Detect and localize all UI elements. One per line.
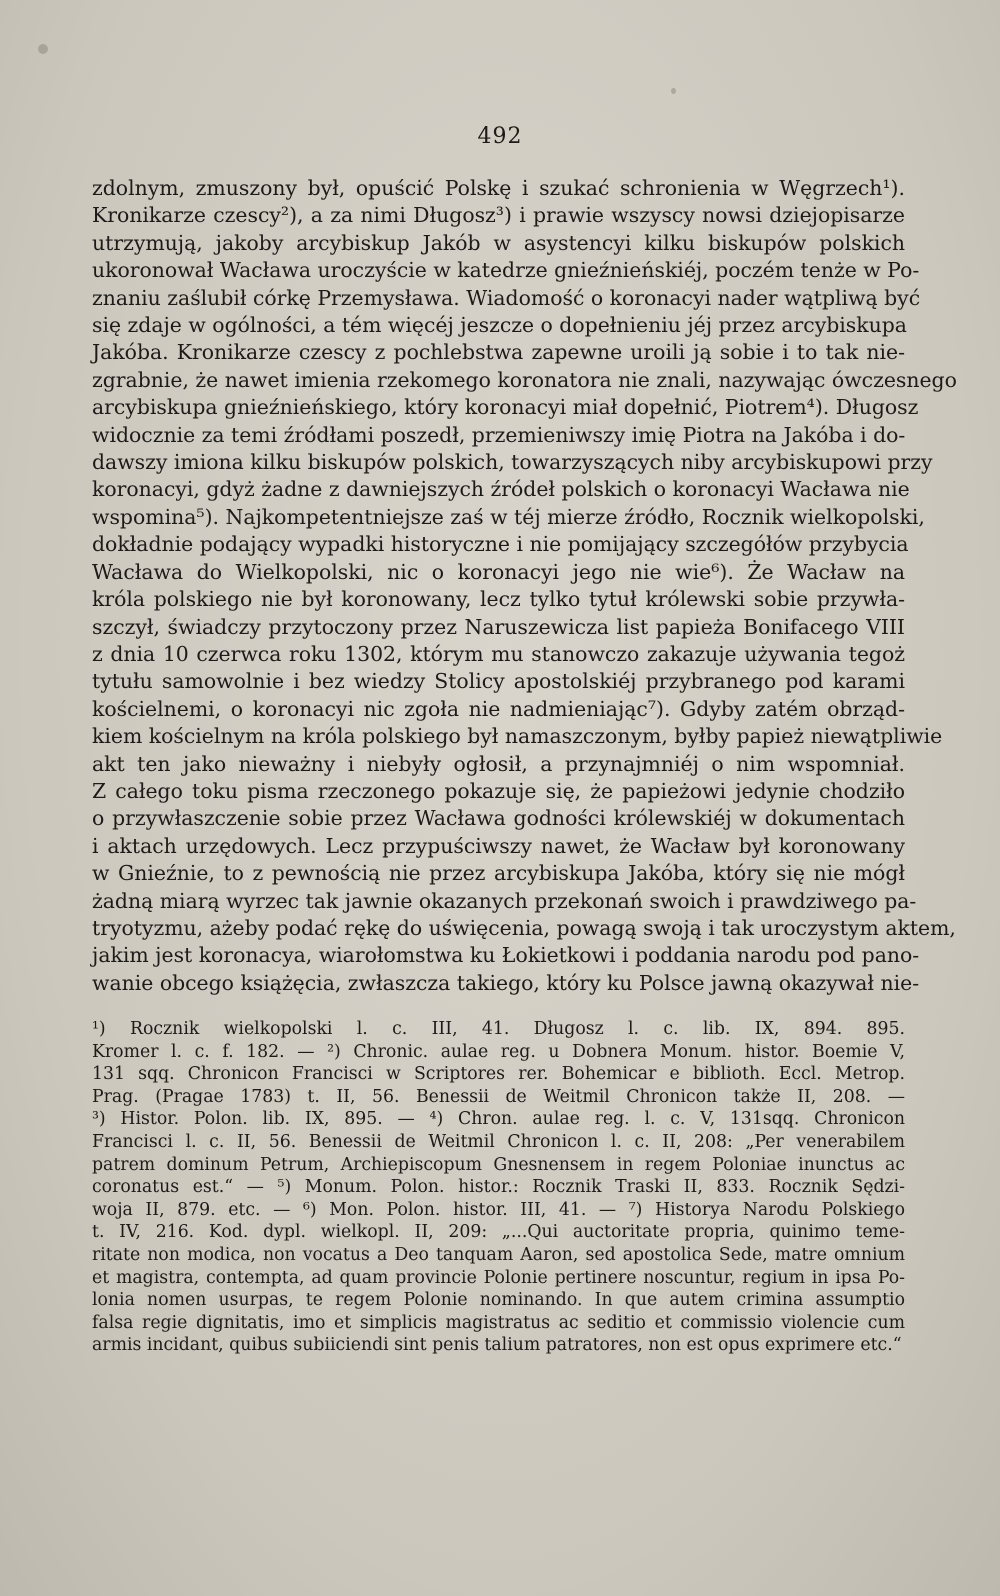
body-line: króla polskiego nie był koronowany, lecz tylko tytuł królewski sobie przywła- (92, 587, 905, 612)
footnote-line: falsa regie dignitatis, imo et simplicis magistratus ac seditio et commissio violencie cum (92, 1312, 905, 1333)
body-line: z dnia 10 czerwca roku 1302, którym mu stanowczo zakazuje używania tegoż (92, 641, 905, 666)
footnote-line: coronatus est.“ — ⁵) Monum. Polon. histor.: Rocznik Traski II, 833. Rocznik Sędzi- (92, 1177, 905, 1198)
footnotes (92, 1018, 905, 1357)
footnote-line: t. IV, 216. Kod. dypl. wielkopl. II, 209: „...Qui auctoritate propria, quinimo teme- (92, 1222, 905, 1243)
body-line: o przywłaszczenie sobie przez Wacława godności królewskiéj w dokumentach (92, 806, 905, 831)
footnote-line: woja II, 879. etc. — ⁶) Mon. Polon. histor. III, 41. — ⁷) Historya Narodu Polskiego (92, 1199, 905, 1220)
body-line: wanie obcego książęcia, zwłaszcza takiego, który ku Polsce jawną okazywał nie- (92, 970, 920, 995)
body-line: Jakóba. Kronikarze czescy z pochlebstwa zapewne uroili ją sobie i to tak nie- (92, 340, 905, 365)
body-line: zgrabnie, że nawet imienia rzekomego koronatora nie znali, nazywając ówczesnego (92, 367, 957, 392)
body-line: utrzymują, jakoby arcybiskup Jakób w asystencyi kilku biskupów polskich (92, 230, 905, 255)
footnote-line: et magistra, contempta, ad quam provincie Polonie pertinere noscuntur, regium in ipsa Po- (92, 1267, 905, 1288)
body-line: jakim jest koronacya, wiarołomstwa ku Łokietkowi i poddania narodu pod pano- (92, 943, 920, 968)
body-line: zdolnym, zmuszony był, opuścić Polskę i szukać schronienia w Węgrzech¹). (92, 176, 905, 200)
body-line: wspomina⁵). Najkompetentniejsze zaś w téj mierze źródło, Rocznik wielkopolski, (92, 504, 925, 529)
page-number: 492 (477, 124, 523, 149)
body-text (92, 175, 957, 997)
footnote-line: ³) Histor. Polon. lib. IX, 895. — ⁴) Chron. aulae reg. l. c. V, 131sqq. Chronicon (92, 1109, 905, 1130)
body-line: kościelnemi, o koronacyi nic zgoła nie nadmieniając⁷). Gdyby zatém obrząd- (92, 696, 905, 721)
body-line: w Gnieźnie, to z pewnością nie przez arcybiskupa Jakóba, który się nie mógł (92, 861, 905, 886)
body-line: koronacyi, gdyż żadne z dawniejszych źródeł polskich o koronacyi Wacława nie (92, 477, 910, 502)
footnote-line: Kromer l. c. f. 182. — ²) Chronic. aulae reg. u Dobnera Monum. histor. Boemie V, (92, 1041, 905, 1062)
body-line: akt ten jako nieważny i niebyły ogłosił, a przynajmniéj o nim wspomniał. (92, 751, 905, 776)
paper-spot (38, 44, 48, 54)
footnote-line: 131 sqq. Chronicon Francisci w Scriptores rer. Bohemicar e biblioth. Eccl. Metrop. (92, 1064, 905, 1085)
footnote-line: lonia nomen usurpas, te regem Polonie nominando. In que autem crimina assumptio (92, 1290, 905, 1311)
body-line: arcybiskupa gnieźnieńskiego, który koronacyi miał dopełnić, Piotrem⁴). Długosz (92, 395, 919, 420)
footnote-line: Francisci l. c. II, 56. Benessii de Weitmil Chronicon l. c. II, 208: „Per venerabilem (92, 1131, 905, 1152)
footnote-line: ¹) Rocznik wielkopolski l. c. III, 41. Długosz l. c. lib. IX, 894. 895. (92, 1019, 905, 1039)
body-line: Kronikarze czescy²), a za nimi Długosz³) i prawie wszyscy nowsi dziejopisarze (92, 203, 905, 228)
footnote-line: ritate non modica, non vocatus a Deo tanquam Aaron, sed apostolica Sede, matre omnium (92, 1244, 905, 1265)
body-line: ukoronował Wacława uroczyście w katedrze gnieźnieńskiéj, poczém tenże w Po- (92, 258, 920, 283)
body-line: tytułu samowolnie i bez wiedzy Stolicy apostolskiéj przybranego pod karami (92, 669, 905, 694)
body-line: widocznie za temi źródłami poszedł, przemieniwszy imię Piotra na Jakóba i do- (92, 422, 906, 447)
footnote-line: patrem dominum Petrum, Archiepiscopum Gnesnensem in regem Poloniae inunctus ac (92, 1154, 905, 1175)
body-line: Wacława do Wielkopolski, nic o koronacyi jego nie wie⁶). Że Wacław na (92, 559, 905, 584)
body-line: dokładnie podający wypadki historyczne i nie pomijający szczegółów przybycia (92, 532, 909, 557)
body-line: tryotyzmu, ażeby podać rękę do uświęcenia, powagą swoją i tak uroczystym aktem, (92, 915, 956, 940)
body-line: dawszy imiona kilku biskupów polskich, towarzyszących niby arcybiskupowi przy (92, 450, 933, 475)
body-line: i aktach urzędowych. Lecz przypuściwszy nawet, że Wacław był koronowany (92, 833, 905, 858)
paper-spot (671, 88, 676, 94)
footnote-line: armis incidant, quibus subiiciendi sint penis talium patratores, non est opus exprimere etc.“ (92, 1335, 902, 1356)
body-line: się zdaje w ogólności, a tém więcéj jeszcze o dopełnieniu jéj przez arcybiskupa (92, 313, 907, 338)
body-line: szczył, świadczy przytoczony przez Naruszewicza list papieża Bonifacego VIII (92, 614, 905, 639)
body-line: kiem kościelnym na króla polskiego był namaszczonym, byłby papież niewątpliwie (92, 724, 943, 749)
body-line: znaniu zaślubił córkę Przemysława. Wiadomość o koronacyi nader wątpliwą być (92, 285, 921, 310)
body-line: Z całego toku pisma rzeczonego pokazuje się, że papieżowi jedynie chodziło (92, 778, 905, 803)
footnote-line: Prag. (Pragae 1783) t. II, 56. Benessii de Weitmil Chronicon także II, 208. — (92, 1086, 905, 1107)
body-line: żadną miarą wyrzec tak jawnie okazanych przekonań swoich i prawdziwego pa- (92, 888, 917, 913)
